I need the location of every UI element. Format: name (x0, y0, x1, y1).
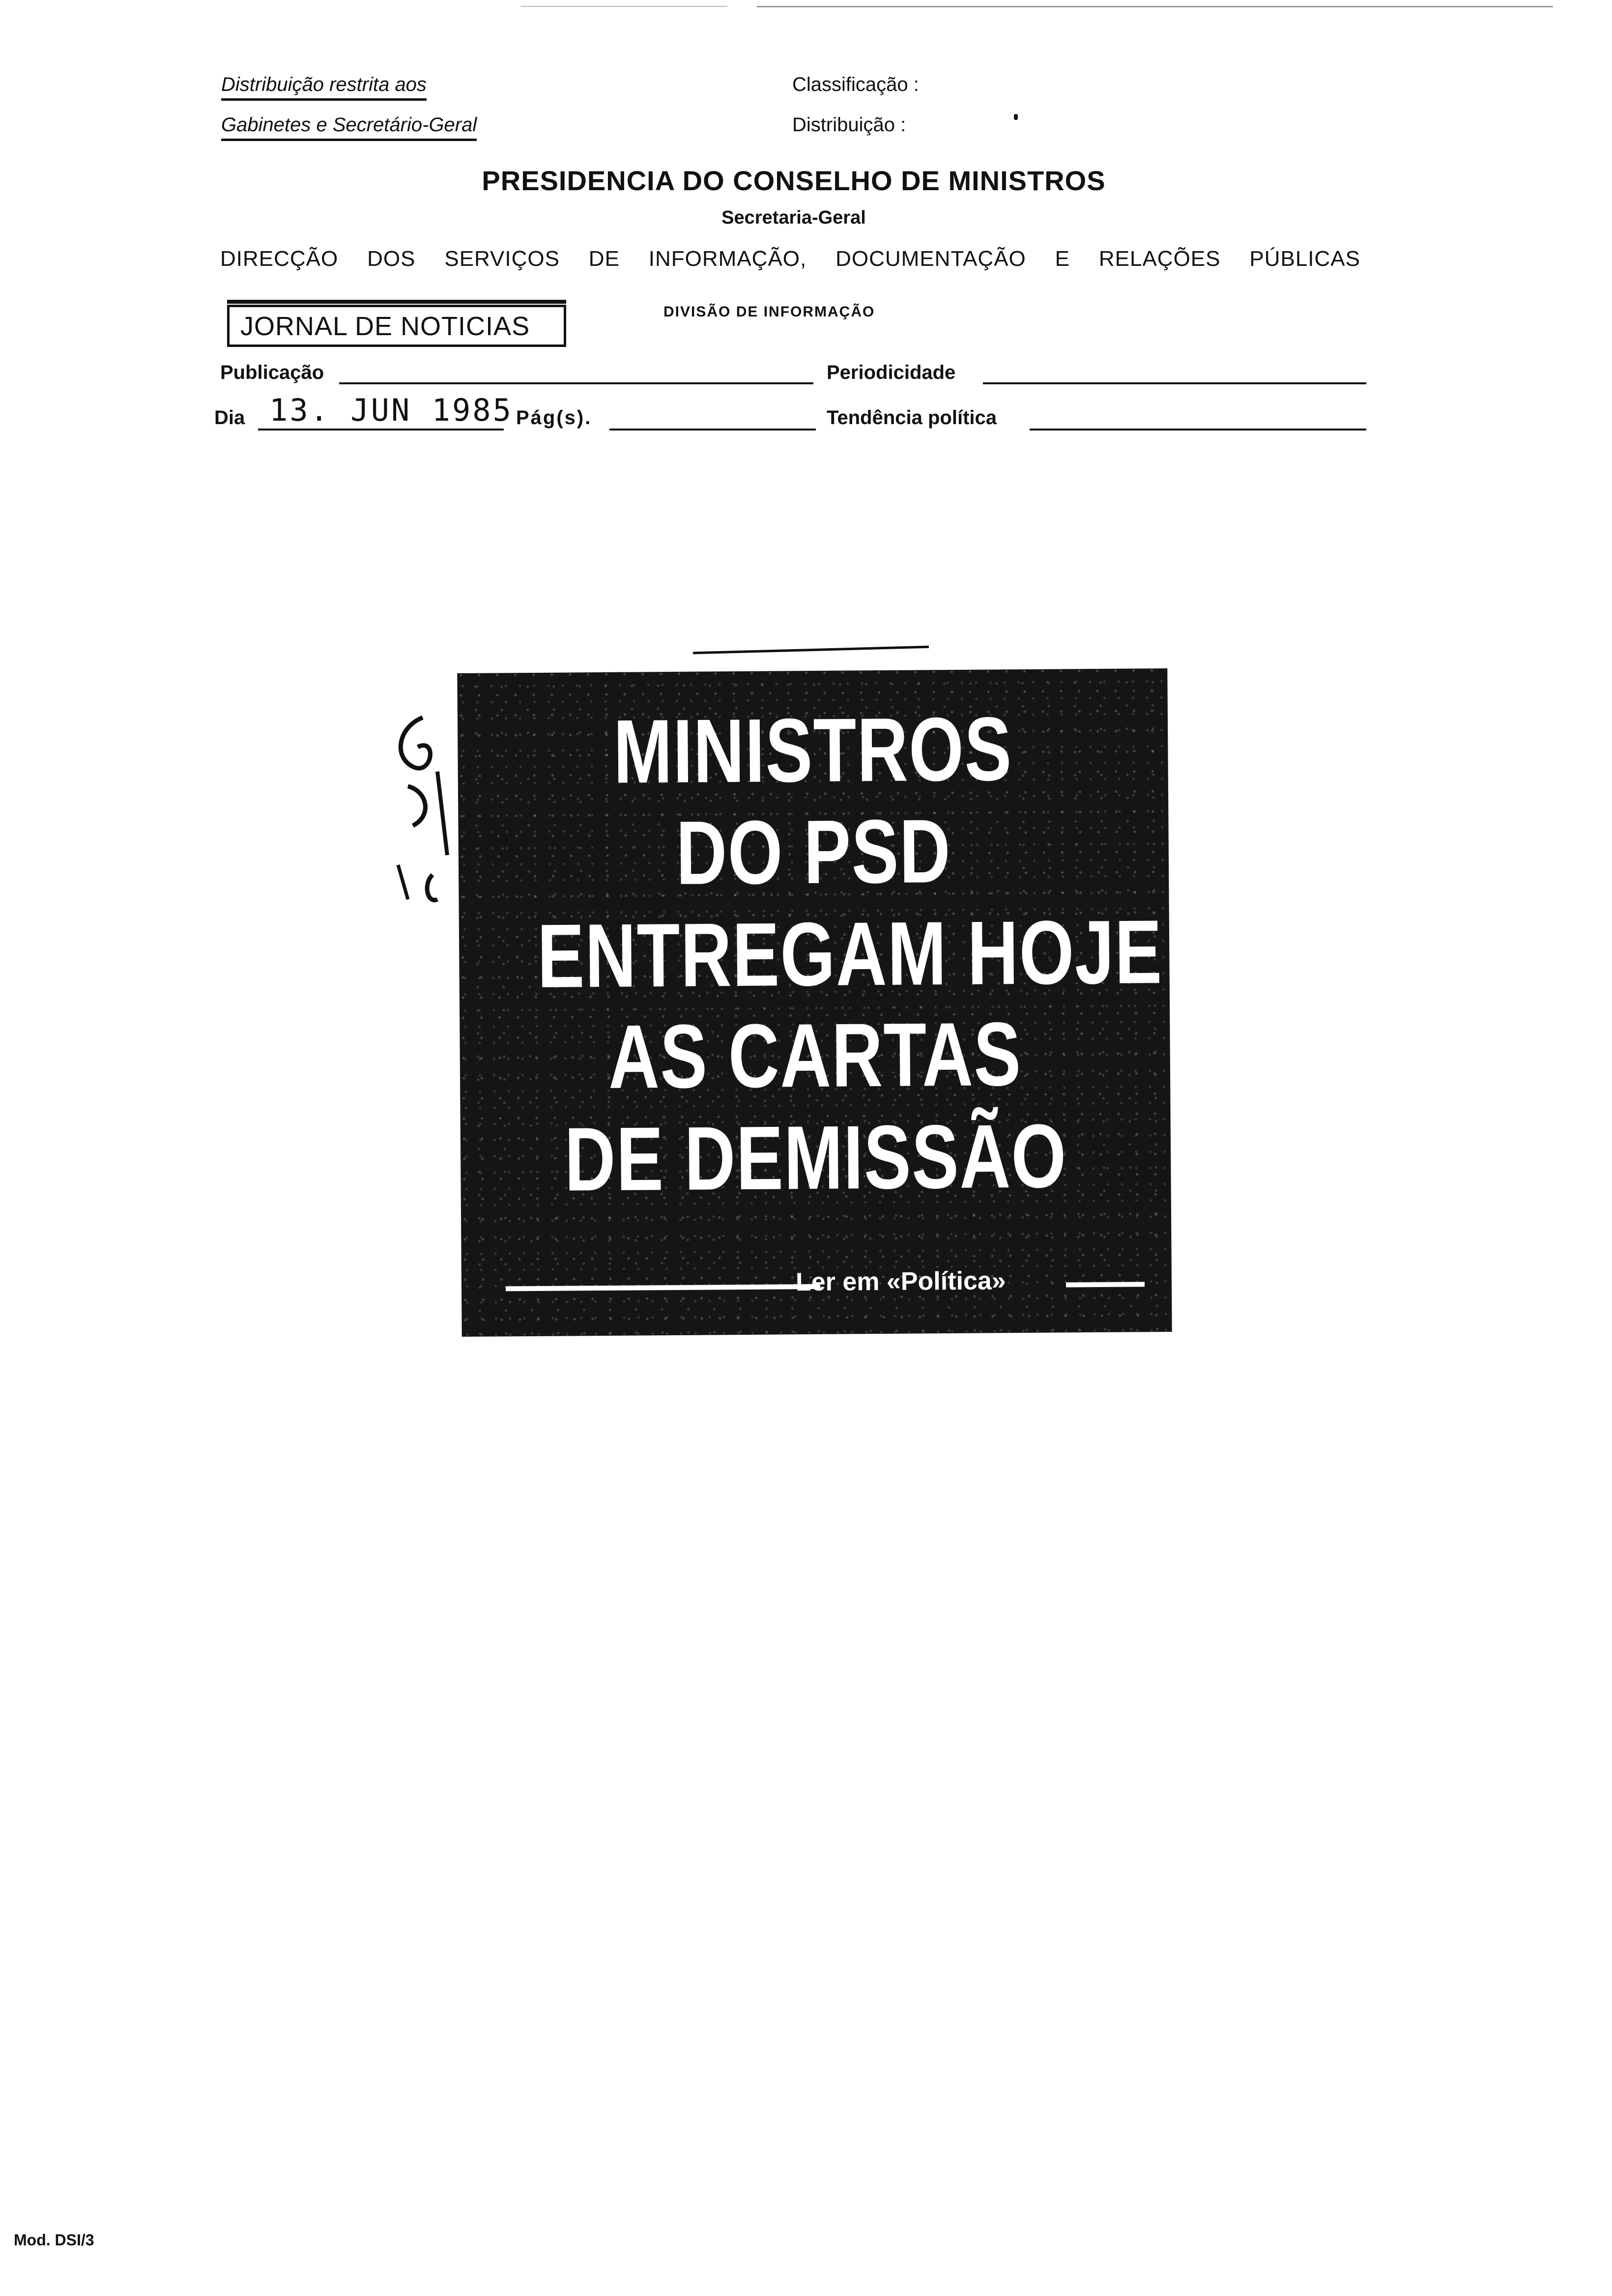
clipping-top-edge (693, 646, 929, 655)
divisao-label: DIVISÃO DE INFORMAÇÃO (663, 304, 875, 320)
tendencia-line (1030, 429, 1366, 430)
ink-dot (1014, 114, 1018, 120)
tendencia-label: Tendência política (827, 407, 997, 429)
headline-line-1: MINISTROS (613, 698, 1013, 802)
distribution-line-2: Gabinetes e Secretário-Geral (221, 114, 477, 136)
top-rule (757, 6, 1553, 7)
classification-label: Classificação : (792, 74, 919, 95)
dia-label: Dia (214, 407, 245, 429)
pags-line (609, 429, 816, 430)
periodicidade-line (983, 382, 1366, 384)
clipping-rule-left (506, 1284, 820, 1291)
clipping-rule-right (1066, 1282, 1145, 1287)
headline-line-2: DO PSD (675, 800, 951, 903)
headline-line-3: ENTREGAM HOJE (537, 901, 1163, 1006)
pags-label: Pág(s). (516, 407, 592, 429)
handwritten-mark (378, 688, 477, 944)
clipping-footer: Ler em «Política» (795, 1266, 1006, 1297)
top-rule-short (521, 6, 727, 7)
dia-line (258, 429, 504, 430)
model-code: Mod. DSI/3 (14, 2231, 94, 2249)
stamp-bar (227, 300, 566, 304)
secretaria-subtitle: Secretaria-Geral (721, 207, 866, 228)
headline-line-5: DE DEMISSÃO (564, 1105, 1067, 1210)
direccao-line: DIRECÇÃO DOS SERVIÇOS DE INFORMAÇÃO, DOCUMENTAÇÃO E RELAÇÕES PÚBLICAS (220, 247, 1360, 271)
publicacao-line (339, 382, 813, 384)
publicacao-label: Publicação (220, 362, 324, 383)
distribution-label: Distribuição : (792, 114, 906, 136)
distribution-line-1: Distribuição restrita aos (221, 74, 427, 96)
newspaper-clipping (457, 668, 1172, 1337)
presidencia-title: PRESIDENCIA DO CONSELHO DE MINISTROS (482, 165, 1106, 196)
dia-value: 13. JUN 1985 (269, 392, 513, 428)
headline-line-4: AS CARTAS (608, 1003, 1022, 1107)
periodicidade-label: Periodicidade (827, 362, 956, 383)
newspaper-stamp: JORNAL DE NOTICIAS (227, 305, 566, 347)
